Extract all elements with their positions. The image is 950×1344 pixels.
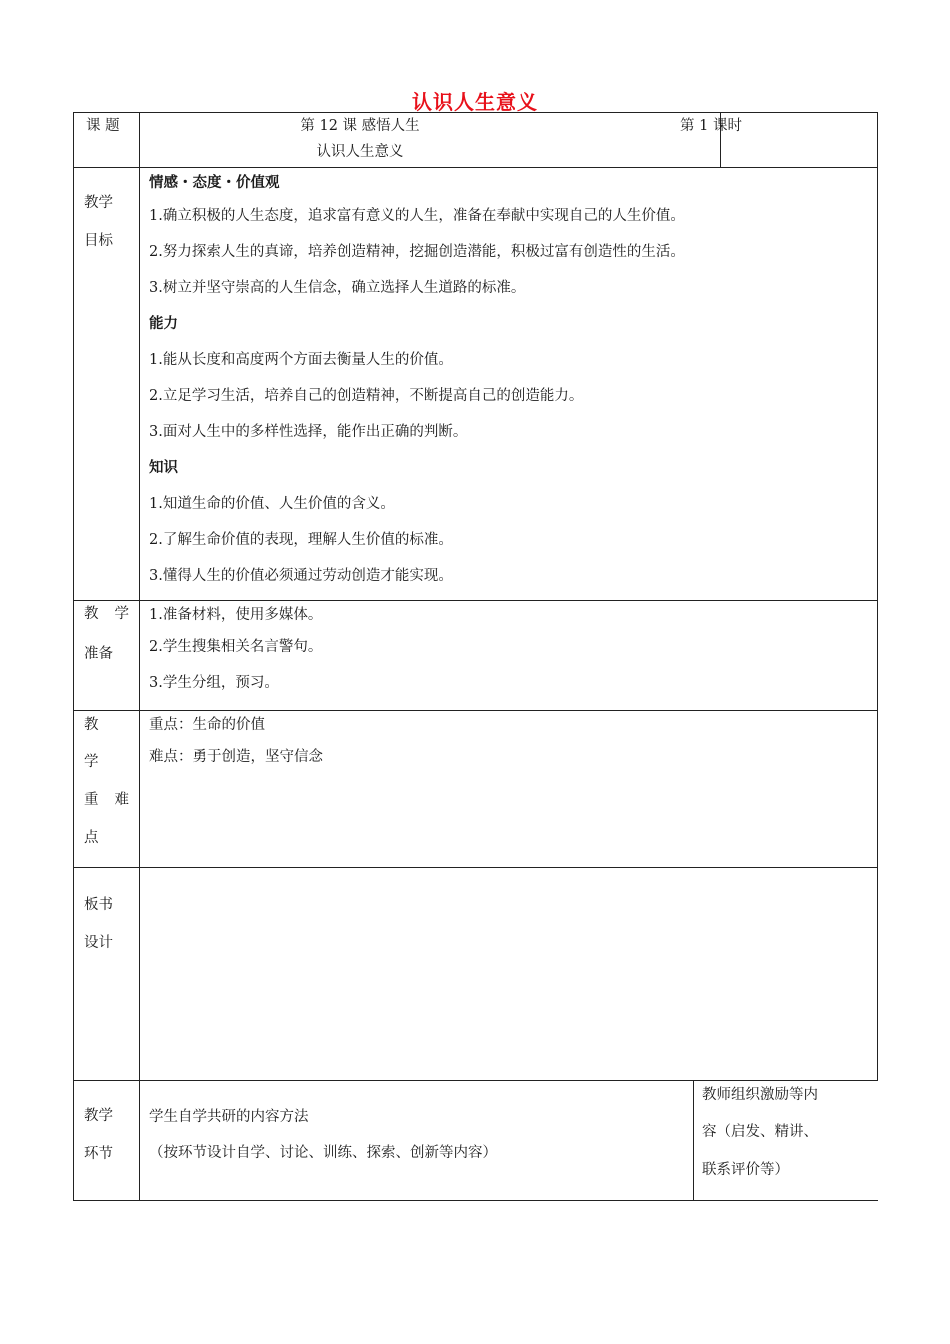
- period-cell: [680, 113, 878, 168]
- board-label-1: 板书: [84, 897, 113, 913]
- objective-item: 1.知道生命的价值、人生价值的含义。: [149, 496, 395, 512]
- preparation-label-b: 学: [114, 606, 129, 622]
- preparation-row: [74, 601, 878, 711]
- preparation-item: 3.学生分组，预习。: [149, 675, 279, 691]
- objective-item: 3.懂得人生的价值必须通过劳动创造才能实现。: [149, 568, 453, 584]
- teacher-line-2: 容（启发、精讲、: [702, 1124, 818, 1140]
- key-points-label-3b: 难: [114, 792, 129, 808]
- board-label-2: 设计: [84, 935, 113, 951]
- key-points-label-3a: 重: [84, 792, 99, 808]
- objective-item: 2.了解生命价值的表现，理解人生价值的标准。: [149, 532, 453, 548]
- steps-content-title: 学生自学共研的内容方法: [149, 1109, 309, 1125]
- objective-item: 3.树立并坚守崇高的人生信念，确立选择人生道路的标准。: [149, 280, 526, 296]
- steps-label-cell: [74, 1081, 140, 1201]
- teaching-steps-row: [74, 1081, 878, 1201]
- difficulty-point: 难点：勇于创造，坚守信念: [149, 749, 323, 765]
- objectives-label-2: 目标: [84, 233, 113, 249]
- lesson-number: 第 12 课 感悟人生: [300, 118, 420, 134]
- section-heading-attitude: 情感・态度・价值观: [149, 175, 280, 191]
- teacher-line-1: 教师组织激励等内: [702, 1087, 818, 1103]
- board-label-cell: [74, 868, 140, 1081]
- board-design-content: [140, 868, 878, 1081]
- lesson-plan-table: [73, 112, 878, 1201]
- board-design-row: [74, 868, 878, 1081]
- preparation-content: [140, 601, 878, 711]
- teacher-cell: [702, 1081, 878, 1201]
- header-label: 课 题: [86, 118, 120, 134]
- header-row: [74, 113, 878, 168]
- preparation-label-a: 教: [84, 606, 99, 622]
- objective-item: 3.面对人生中的多样性选择，能作出正确的判断。: [149, 424, 468, 440]
- teacher-line-3: 联系评价等）: [702, 1162, 789, 1178]
- key-points-label-1: 教: [84, 717, 99, 733]
- section-heading-knowledge: 知识: [149, 460, 178, 476]
- steps-content-cell: [140, 1081, 721, 1201]
- objective-item: 2.立足学习生活，培养自己的创造精神，不断提高自己的创造能力。: [149, 388, 584, 404]
- preparation-item: 2.学生搜集相关名言警句。: [149, 639, 323, 655]
- steps-content-note: （按环节设计自学、讨论、训练、探索、创新等内容）: [149, 1145, 497, 1161]
- preparation-label-2: 准备: [84, 646, 113, 662]
- section-heading-ability: 能力: [149, 316, 178, 332]
- key-points-label-4: 点: [84, 830, 99, 846]
- document-title: 认识人生意义: [412, 90, 538, 114]
- key-point: 重点：生命的价值: [149, 717, 265, 733]
- objectives-label-1: 教学: [84, 195, 113, 211]
- preparation-item: 1.准备材料，使用多媒体。: [149, 607, 323, 623]
- objective-item: 1.确立积极的人生态度，追求富有意义的人生，准备在奉献中实现自己的人生价值。: [149, 208, 685, 224]
- key-points-label-2: 学: [84, 754, 99, 770]
- key-points-row: [74, 711, 878, 868]
- objective-item: 2.努力探索人生的真谛，培养创造精神，挖掘创造潜能，积极过富有创造性的生活。: [149, 244, 685, 260]
- objectives-label-cell: [74, 168, 140, 601]
- key-points-content: [140, 711, 878, 868]
- steps-label-1: 教学: [84, 1108, 113, 1124]
- preparation-label-cell: [74, 601, 140, 711]
- objective-item: 1.能从长度和高度两个方面去衡量人生的价值。: [149, 352, 453, 368]
- objectives-content: [140, 168, 878, 601]
- objectives-row: [74, 168, 878, 601]
- steps-label-2: 环节: [84, 1146, 113, 1162]
- header-label-cell: [74, 113, 140, 168]
- key-points-label-cell: [74, 711, 140, 868]
- lesson-topic: 认识人生意义: [316, 144, 404, 160]
- period: 第 1 课时: [680, 118, 742, 134]
